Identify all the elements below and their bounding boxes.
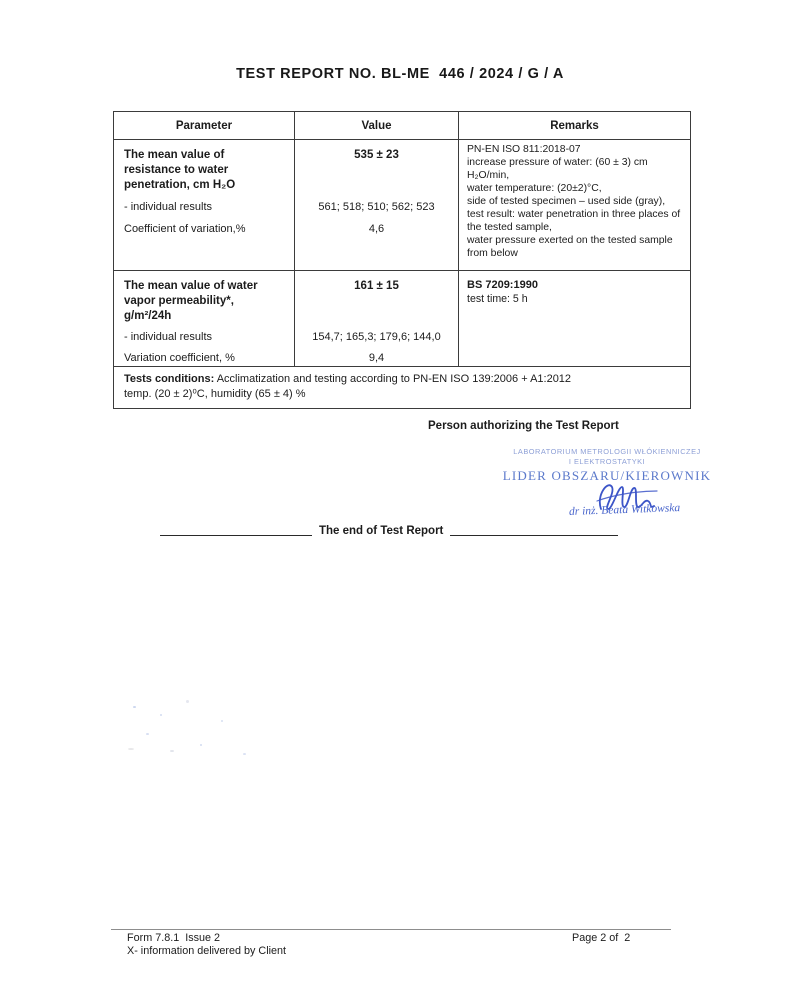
- remarks-cell: [459, 140, 690, 270]
- conditions-label: Tests conditions:: [124, 373, 215, 385]
- column-header-parameter: Parameter: [114, 112, 295, 139]
- footer-page-number: Page 2 of 2: [572, 932, 631, 944]
- stamp-line-3: LIDER OBSZARU/KIEROWNIK: [502, 468, 712, 483]
- table-header-row: [114, 112, 690, 140]
- laboratory-stamp: [499, 447, 715, 527]
- footer-form-id: Form 7.8.1 Issue 2: [127, 932, 221, 944]
- end-rule-left: [160, 522, 312, 536]
- person-authorizing-heading: Person authorizing the Test Report: [428, 420, 619, 432]
- results-table: [113, 111, 691, 409]
- remark-line: increase pressure of water: (60 ± 3) cm H₂O/min,: [467, 157, 648, 181]
- end-of-report-text: The end of Test Report: [319, 525, 444, 537]
- sub-label-individual-results: - individual results: [124, 331, 213, 343]
- parameter-cell: [114, 271, 295, 366]
- mean-value: 161 ± 15: [354, 280, 399, 292]
- remark-standard: BS 7209:1990: [467, 279, 538, 291]
- stamp-line-2: I ELEKTROSTATYKI: [568, 457, 646, 466]
- remark-test-time: test time: 5 h: [467, 293, 528, 305]
- column-header-remarks: Remarks: [550, 119, 599, 132]
- mean-value: 535 ± 23: [354, 149, 399, 161]
- coefficient-variation-value: 4,6: [368, 223, 385, 235]
- variation-coefficient-value: 9,4: [368, 352, 385, 364]
- conditions-line1: [124, 372, 680, 387]
- remarks-cell: [459, 271, 690, 366]
- individual-results-values: 561; 518; 510; 562; 523: [318, 201, 435, 213]
- value-cell: [295, 140, 459, 270]
- stamp-line-1: LABORATORIUM METROLOGII WŁÓKIENNICZEJ: [513, 447, 701, 456]
- remark-line: side of tested specimen – used side (gray),: [467, 196, 666, 207]
- sub-label-coefficient-variation: Coefficient of variation,%: [124, 223, 246, 235]
- parameter-name: The mean value of water vapor permeability*, g/m²/24h: [124, 280, 258, 322]
- conditions-text: Acclimatization and testing according to PN-EN ISO 139:2006 + A1:2012: [214, 373, 572, 385]
- remark-line: water temperature: (20±2)°C,: [467, 183, 602, 194]
- parameter-cell: [114, 140, 295, 270]
- value-cell: [295, 271, 459, 366]
- table-row-water-penetration: [114, 140, 690, 271]
- signer-name: dr inż. Beata Witkowska: [568, 502, 681, 518]
- remark-line: water pressure exerted on the tested sample from below: [467, 235, 673, 259]
- sub-label-variation-coefficient: Variation coefficient, %: [124, 352, 235, 364]
- table-row-vapor-permeability: [114, 271, 690, 367]
- end-rule-right: [450, 522, 618, 536]
- individual-results-values: 154,7; 165,3; 179,6; 144,0: [312, 331, 441, 343]
- sub-label-individual-results: - individual results: [124, 201, 213, 213]
- footer-client-note: X- information delivered by Client: [127, 945, 287, 957]
- column-header-value: Value: [295, 112, 459, 139]
- remark-line: test result: water penetration in three places of the tested sample,: [467, 209, 681, 233]
- tests-conditions-row: [114, 367, 690, 408]
- footer-divider: [111, 929, 671, 930]
- remark-line: PN-EN ISO 811:2018-07: [467, 144, 581, 155]
- conditions-line2: temp. (20 ± 2)⁰C, humidity (65 ± 4) %: [124, 388, 306, 400]
- parameter-name: The mean value of resistance to water penetration, cm H₂O: [124, 149, 236, 191]
- report-title: TEST REPORT NO. BL-ME 446 / 2024 / G / A: [236, 66, 564, 82]
- end-of-report-line: [160, 522, 618, 536]
